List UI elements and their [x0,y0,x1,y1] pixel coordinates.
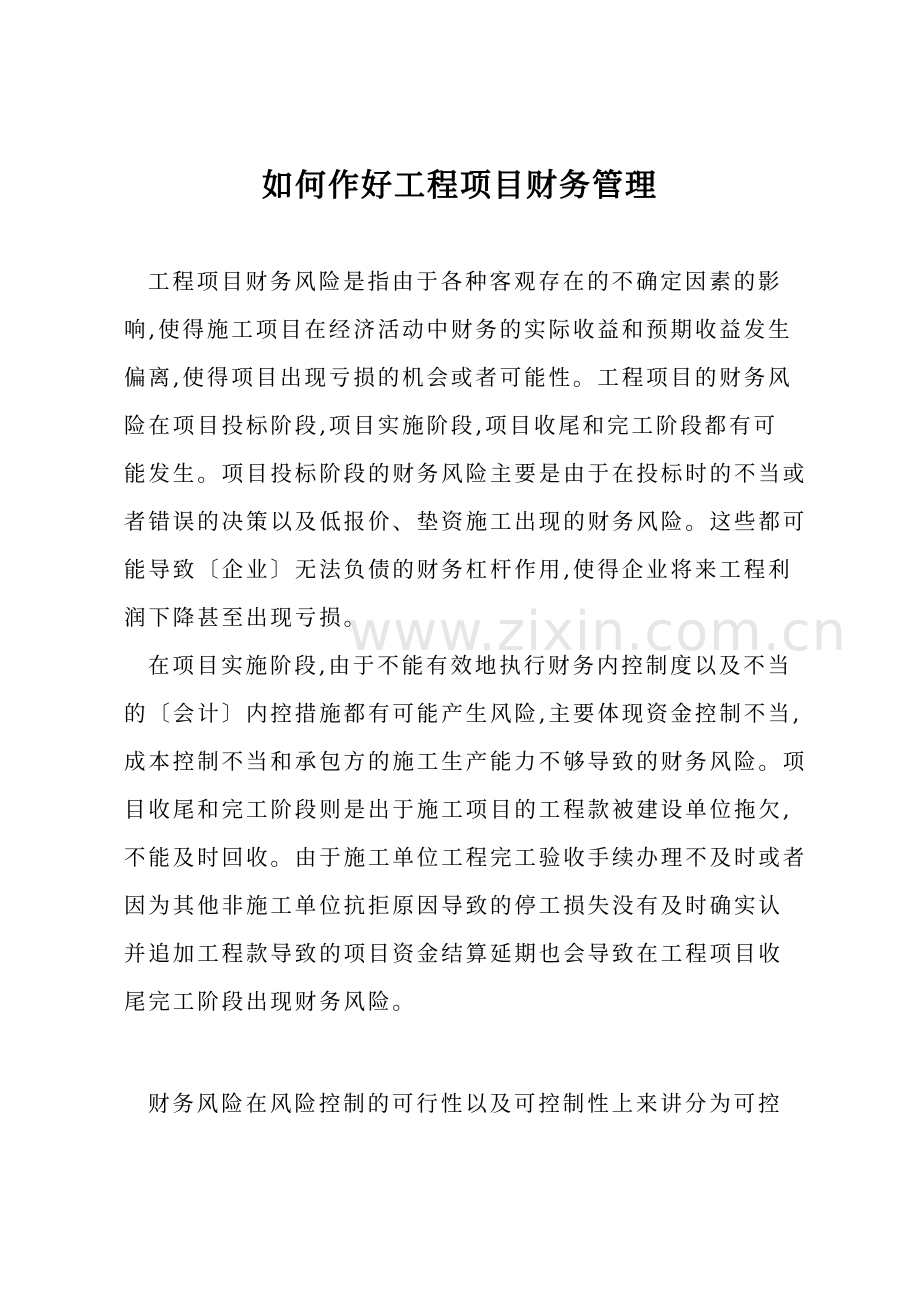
page-title: 如何作好工程项目财务管理 [262,168,658,204]
paragraph-2-line-1: 在项目实施阶段,由于不能有效地执行财务内控制度以及不当 [148,654,793,679]
paragraph-2-line-2: 的〔会计〕内控措施都有可能产生风险,主要体现资金控制不当, [124,702,803,727]
paragraph-1-line-1: 工程项目财务风险是指由于各种客观存在的不确定因素的影 [148,270,783,295]
paragraph-1-line-3: 偏离,使得项目出现亏损的机会或者可能性。工程项目的财务风 [124,366,793,391]
paragraph-2-line-6: 因为其他非施工单位抗拒原因导致的停工损失没有及时确实认 [124,894,783,919]
paragraph-2-line-5: 不能及时回收。由于施工单位工程完工验收手续办理不及时或者 [124,846,808,871]
paragraph-1-line-5: 能发生。项目投标阶段的财务风险主要是由于在投标时的不当或 [124,462,808,487]
paragraph-2-line-8: 尾完工阶段出现财务风险。 [124,990,417,1015]
paragraph-1-line-2: 响,使得施工项目在经济活动中财务的实际收益和预期收益发生 [124,318,793,343]
watermark: www.zixin.com.cn [348,600,847,663]
paragraph-1-line-7: 能导致〔企业〕无法负债的财务杠杆作用,使得企业将来工程利 [124,558,793,583]
paragraph-2-line-3: 成本控制不当和承包方的施工生产能力不够导致的财务风险。项 [124,750,808,775]
paragraph-1-line-8: 润下降甚至出现亏损。 [124,606,369,631]
paragraph-2-line-4: 目收尾和完工阶段则是出于施工项目的工程款被建设单位拖欠, [124,798,793,823]
paragraph-1-line-6: 者错误的决策以及低报价、垫资施工出现的财务风险。这些都可 [124,510,808,535]
paragraph-2-line-7: 并追加工程款导致的项目资金结算延期也会导致在工程项目收 [124,942,783,967]
paragraph-3-line-1: 财务风险在风险控制的可行性以及可控制性上来讲分为可控 [148,1092,783,1117]
paragraph-1-line-4: 险在项目投标阶段,项目实施阶段,项目收尾和完工阶段都有可 [124,414,778,439]
